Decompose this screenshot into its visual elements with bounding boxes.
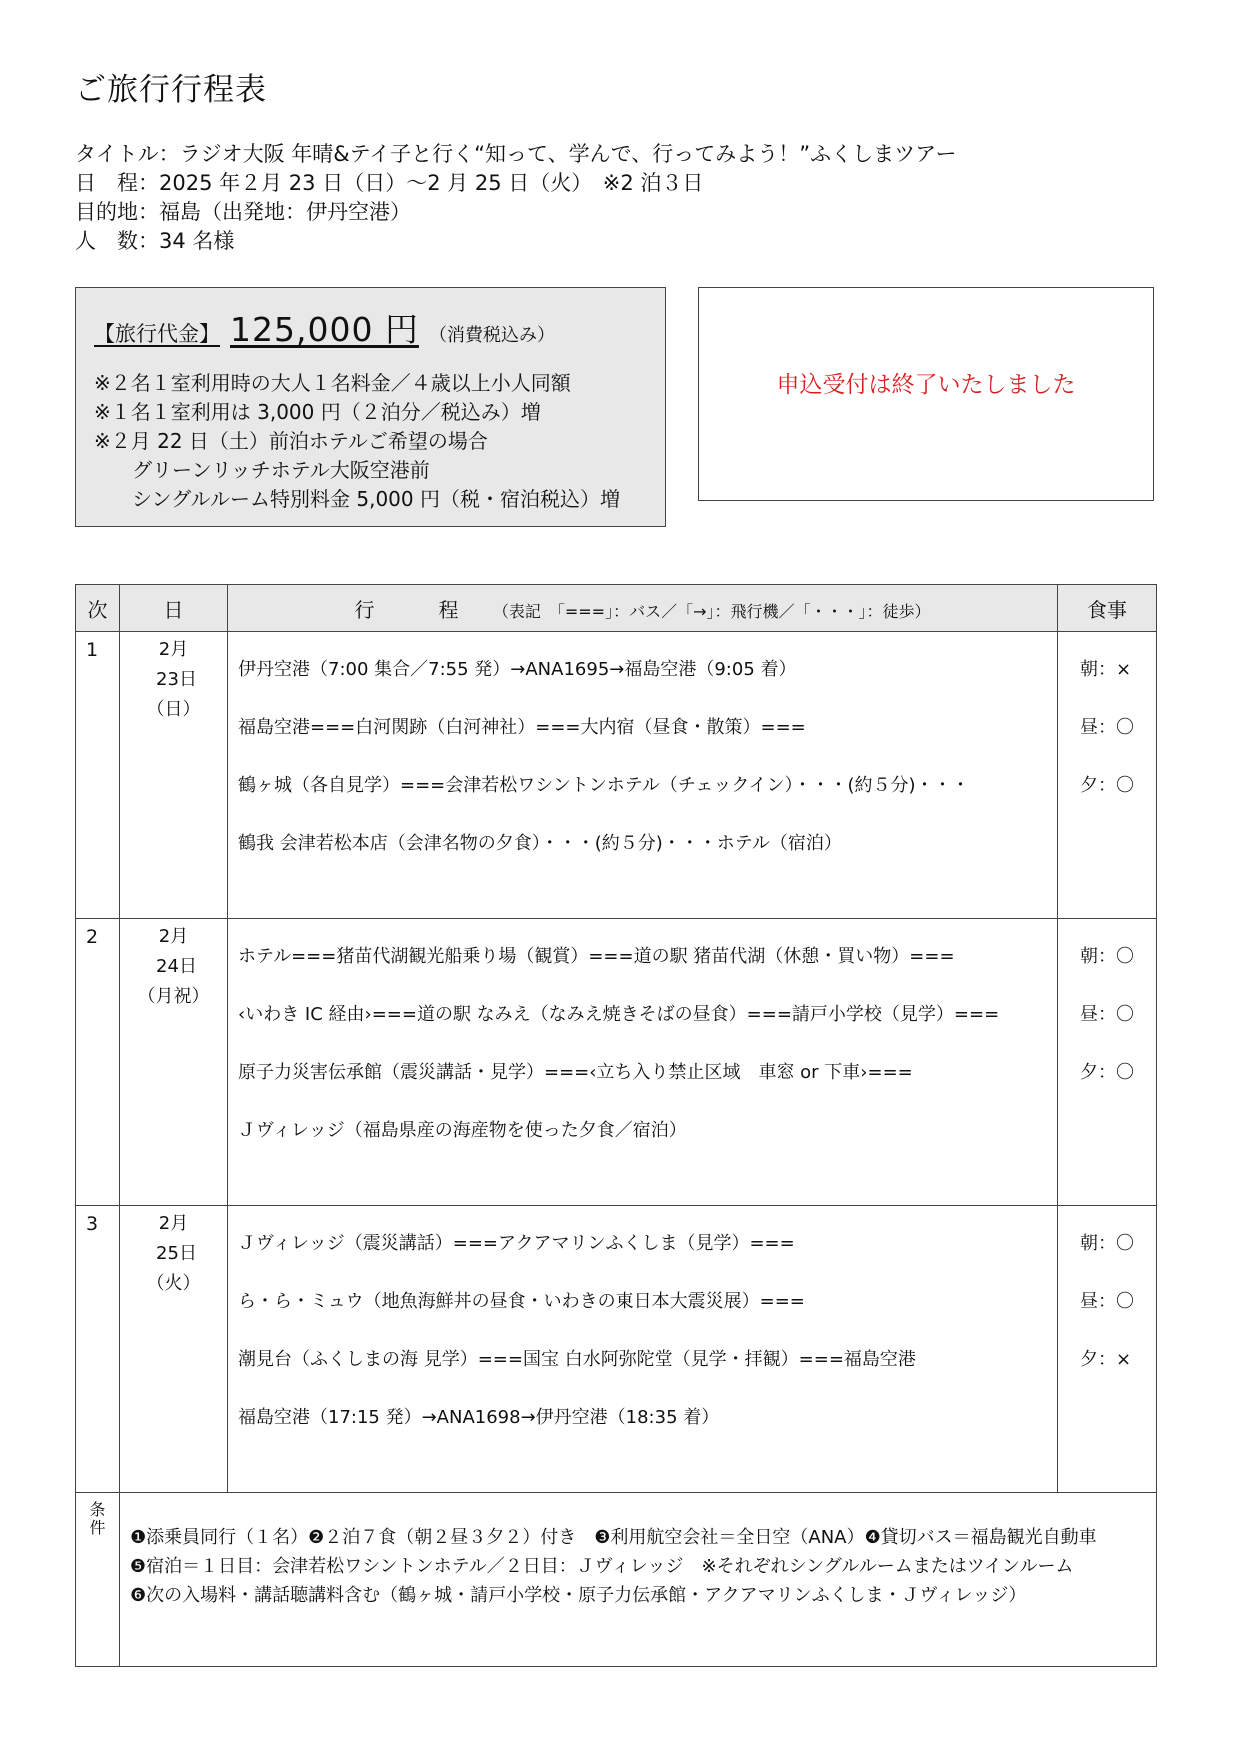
meal-lunch: 昼：〇: [1080, 717, 1134, 738]
date-day: 23日: [156, 669, 197, 690]
price-line: グリーンリッチホテル大阪空港前: [132, 458, 430, 482]
conditions-label-char: 条: [89, 1500, 106, 1519]
day-meals: [1058, 1206, 1157, 1493]
date-day: 24日: [156, 956, 197, 977]
tour-title: タイトル：ラジオ大阪 年晴&テイ子と行く“知って、学んで、行ってみよう！”ふくしまツアー: [75, 142, 957, 166]
meal-dinner: 夕：〇: [1080, 1062, 1134, 1083]
price-tax-note: （消費税込み）: [428, 325, 555, 346]
header-route: [228, 585, 1058, 632]
conditions-label: [76, 1493, 120, 1667]
route-line: ホテル===猪苗代湖観光船乗り場（観賞）===道の駅 猪苗代湖（休憩・買い物）===: [238, 946, 955, 967]
route-line: Ｊヴィレッジ（福島県産の海産物を使った夕食／宿泊）: [238, 1120, 687, 1141]
route-line: 鶴ヶ城（各自見学）===会津若松ワシントンホテル（チェックイン）・・・(約５分)・・・: [238, 775, 970, 796]
date-weekday: （火）: [146, 1273, 201, 1294]
condition-line: ❺宿泊＝１日目：会津若松ワシントンホテル／２日目：Ｊヴィレッジ ※それぞれシングルルームまたはツインルーム: [130, 1556, 1074, 1577]
date-weekday: （月祝）: [137, 986, 210, 1007]
price-line: ※２月 22 日（土）前泊ホテルご希望の場合: [94, 429, 488, 453]
day-date: [120, 1206, 228, 1493]
day-date: [120, 919, 228, 1206]
day-meals: [1058, 632, 1157, 919]
route-line: ら・ら・ミュウ（地魚海鮮丼の昼食・いわきの東日本大震災展）===: [238, 1291, 805, 1312]
condition-line: ❻次の入場料・講話聴講料含む（鶴ヶ城・請戸小学校・原子力伝承館・アクアマリンふくしま・Ｊヴィレッジ）: [130, 1585, 1027, 1606]
tour-destination: 目的地：福島（出発地：伊丹空港）: [75, 200, 411, 224]
date-month: 2月: [158, 639, 189, 660]
conditions-text: [120, 1493, 1157, 1667]
route-line: Ｊヴィレッジ（震災講話）===アクアマリンふくしま（見学）===: [238, 1233, 795, 1254]
header-meal: 食事: [1058, 585, 1157, 632]
meal-lunch: 昼：〇: [1080, 1291, 1134, 1312]
day-route: [228, 919, 1058, 1206]
header-route-legend: （表記 「===」：バス／「→」：飛行機／「・・・」：徒歩）: [492, 601, 931, 621]
meal-breakfast: 朝：×: [1080, 659, 1132, 680]
route-line: 福島空港（17:15 発）→ANA1698→伊丹空港（18:35 着）: [238, 1407, 720, 1428]
table-row: [76, 632, 1157, 919]
meal-lunch: 昼：〇: [1080, 1004, 1134, 1025]
price-line: ※２名１室利用時の大人１名料金／４歳以上小人同額: [94, 371, 571, 395]
price-label: 【旅行代金】: [94, 322, 220, 346]
meal-breakfast: 朝：〇: [1080, 946, 1134, 967]
table-header-row: [76, 585, 1157, 632]
header-route-label: 行 程: [354, 597, 481, 622]
meal-dinner: 夕：〇: [1080, 775, 1134, 796]
day-route: [228, 1206, 1058, 1493]
price-line: シングルルーム特別料金 5,000 円（税・宿泊税込）増: [132, 487, 620, 511]
price-conditions: [94, 369, 647, 514]
day-number: 1: [76, 632, 120, 919]
day-meals: [1058, 919, 1157, 1206]
tour-people: 人 数：34 名様: [75, 229, 235, 253]
header-date: 日: [120, 585, 228, 632]
price-line: ※１名１室利用は 3,000 円（２泊分／税込み）増: [94, 400, 541, 424]
date-day: 25日: [156, 1243, 197, 1264]
conditions-row: [76, 1493, 1157, 1667]
price-box: [75, 287, 666, 527]
date-month: 2月: [158, 926, 189, 947]
condition-line: ❶添乗員同行（１名）❷２泊７食（朝２昼３夕２）付き ❸利用航空会社＝全日空（ANA）❹貸切バス＝福島観光自動車: [130, 1527, 1097, 1548]
day-number: 2: [76, 919, 120, 1206]
header-day-num: 次: [76, 585, 120, 632]
table-row: [76, 1206, 1157, 1493]
route-line: 伊丹空港（7:00 集合／7:55 発）→ANA1695→福島空港（9:05 着）: [238, 659, 797, 680]
itinerary-table: [75, 584, 1157, 1667]
date-weekday: （日）: [146, 699, 201, 720]
day-route: [228, 632, 1058, 919]
table-row: [76, 919, 1157, 1206]
route-line: 福島空港===白河関跡（白河神社）===大内宿（昼食・散策）===: [238, 717, 806, 738]
tour-meta: [75, 140, 956, 256]
price-value: 125,000 円: [230, 310, 419, 349]
route-line: 潮見台（ふくしまの海 見学）===国宝 白水阿弥陀堂（見学・拝観）===福島空港: [238, 1349, 916, 1370]
day-date: [120, 632, 228, 919]
tour-schedule: 日 程：2025 年２月 23 日（日）～2 月 25 日（火） ※2 泊３日: [75, 171, 704, 195]
conditions-label-char: 件: [89, 1518, 106, 1537]
route-line: ‹いわき IC 経由›===道の駅 なみえ（なみえ焼きそばの昼食）===請戸小学校（見学）===: [238, 1004, 1000, 1025]
meal-breakfast: 朝：〇: [1080, 1233, 1134, 1254]
price-header: [94, 304, 647, 351]
day-number: 3: [76, 1206, 120, 1493]
route-line: 原子力災害伝承館（震災講話・見学）===‹立ち入り禁止区域 車窓 or 下車›===: [238, 1062, 913, 1083]
closed-notice: 申込受付は終了いたしました: [776, 372, 1076, 398]
date-month: 2月: [158, 1213, 189, 1234]
page-title: ご旅行行程表: [75, 72, 267, 108]
route-line: 鶴我 会津若松本店（会津名物の夕食）・・・(約５分)・・・ホテル（宿泊）: [238, 833, 842, 854]
notice-box: [698, 287, 1154, 501]
meal-dinner: 夕：×: [1080, 1349, 1132, 1370]
